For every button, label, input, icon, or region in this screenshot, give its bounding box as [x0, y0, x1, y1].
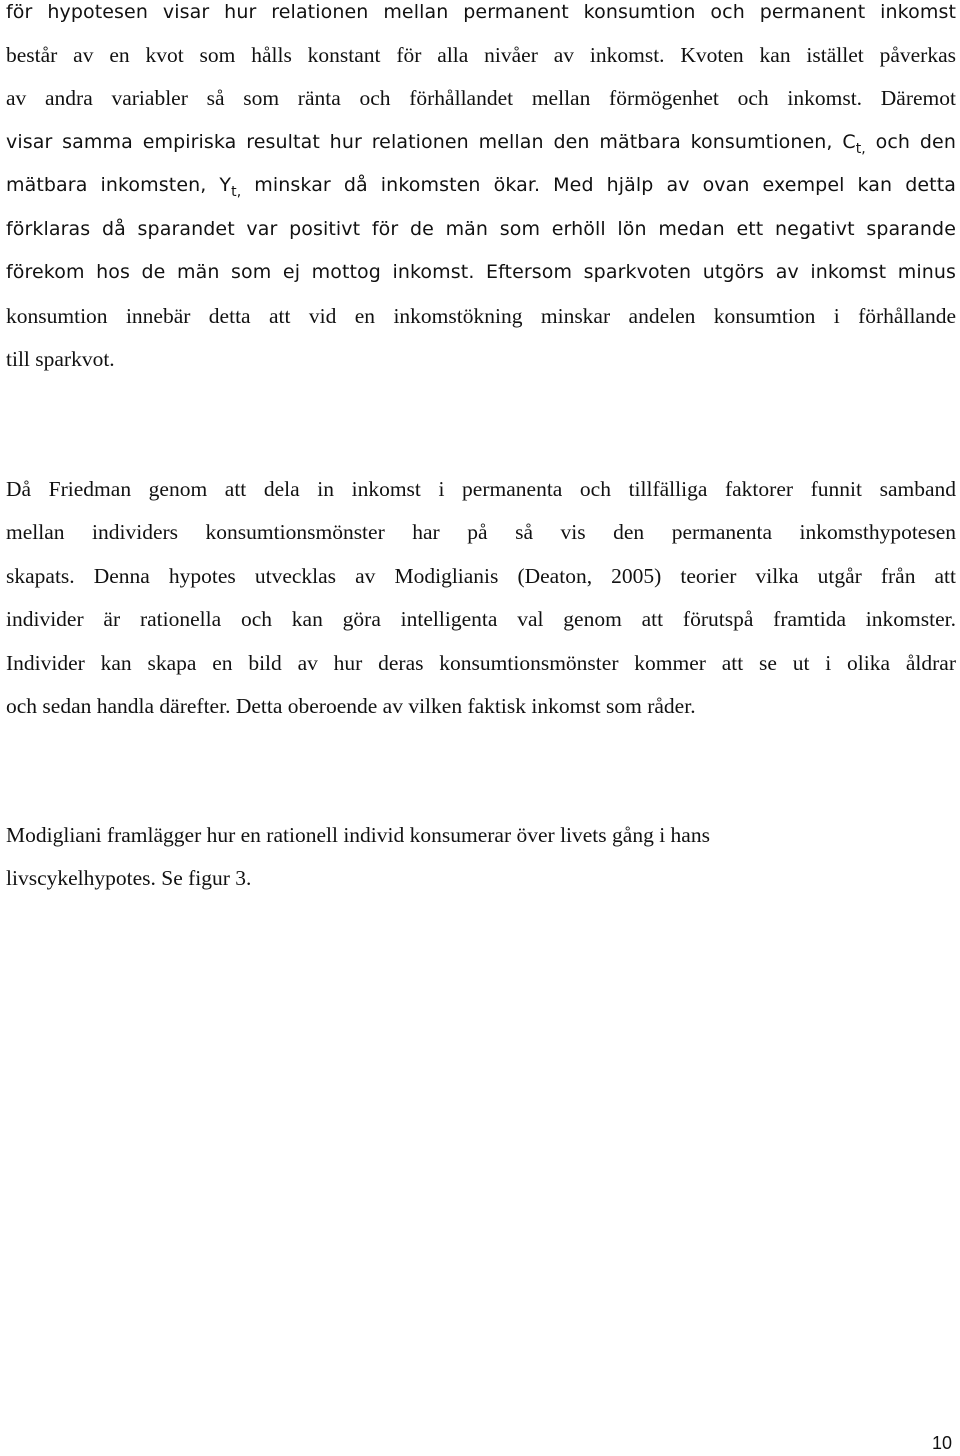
line-text: visar samma empiriska resultat hur relationen mellan den mätbara konsumtionen, C [6, 131, 856, 153]
line-text: och den [865, 131, 956, 153]
line-text: mätbara inkomsten, Y [6, 174, 232, 196]
paragraph-line: Modigliani framlägger hur en rationell individ konsumerar över livets gång i hans [6, 823, 710, 847]
paragraph-line: till sparkvot. [6, 347, 115, 371]
subscript: t, [855, 141, 866, 157]
paragraph-line: konsumtion innebär detta att vid en inkomstökning minskar andelen konsumtion i förhållande [6, 304, 956, 328]
paragraph-line: individer är rationella och kan göra intelligenta val genom att förutspå framtida inkomster. [6, 607, 956, 631]
paragraph-line: förekom hos de män som ej mottog inkomst. Eftersom sparkvoten utgörs av inkomst minus [6, 261, 956, 283]
paragraph-line: består av en kvot som hålls konstant för alla nivåer av inkomst. Kvoten kan istället påverkas [6, 43, 956, 67]
paragraph-line: mellan individers konsumtionsmönster har på så vis den permanenta inkomsthypotesen [6, 520, 956, 544]
paragraph-line: förklaras då sparandet var positivt för de män som erhöll lön medan ett negativt sparande [6, 218, 956, 240]
paragraph-line: livscykelhypotes. Se figur 3. [6, 866, 252, 890]
paragraph-line: av andra variabler så som ränta och förhållandet mellan förmögenhet och inkomst. Däremot [6, 86, 956, 110]
paragraph-line [6, 128, 956, 156]
paragraph-line: och sedan handla därefter. Detta oberoende av vilken faktisk inkomst som råder. [6, 694, 696, 718]
line-text: minskar då inkomsten ökar. Med hjälp av ovan exempel kan detta [241, 174, 957, 196]
subscript: t, [231, 184, 242, 200]
paragraph-line: Då Friedman genom att dela in inkomst i permanenta och tillfälliga faktorer funnit samband [6, 477, 956, 501]
paragraph-line: Individer kan skapa en bild av hur deras konsumtionsmönster kommer att se ut i olika åldrar [6, 651, 956, 675]
page-number: 10 [931, 1433, 952, 1453]
paragraph-line: för hypotesen visar hur relationen mellan permanent konsumtion och permanent inkomst [6, 1, 956, 23]
paragraph-line: skapats. Denna hypotes utvecklas av Modiglianis (Deaton, 2005) teorier vilka utgår från att [6, 564, 956, 588]
paragraph-line [6, 171, 956, 199]
